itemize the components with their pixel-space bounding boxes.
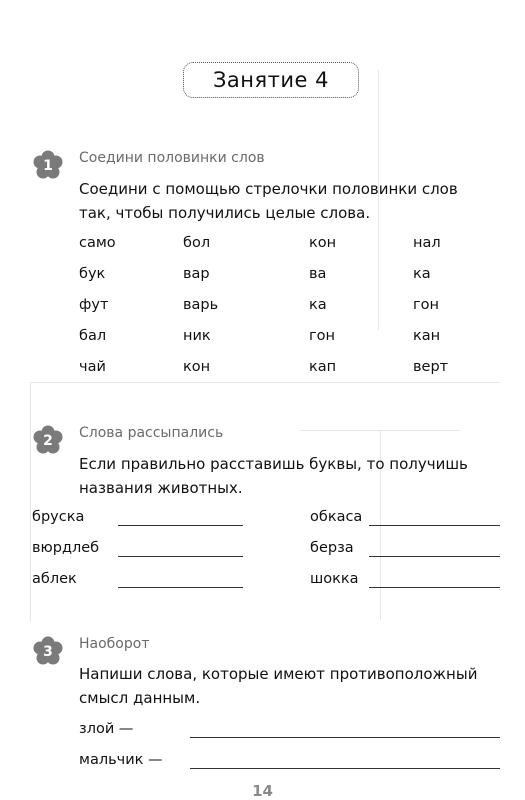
scrambled-word: аблек [32,571,77,587]
word-half: ка [413,266,431,282]
word-half: бол [183,235,211,251]
answer-line[interactable] [190,768,500,769]
section-number: 1 [43,158,53,174]
antonym-prompt: злой — [79,721,134,737]
word-half: чай [79,359,106,375]
answer-line[interactable] [369,587,500,588]
section-heading: Соедини половинки слов [79,150,265,166]
scrambled-word: бруска [32,509,85,525]
section-heading: Наоборот [79,636,150,652]
flower-number-icon [33,636,63,666]
word-half: само [79,235,116,251]
flower-number-icon [33,150,63,180]
scrambled-word: вюрдлеб [32,540,100,556]
answer-line[interactable] [118,587,243,588]
answer-line[interactable] [190,737,500,738]
answer-line[interactable] [369,556,500,557]
flower-number-icon [33,425,63,455]
section-heading: Слова рассыпались [79,425,224,441]
word-half: нал [413,235,441,251]
word-half: гон [413,297,439,313]
word-half: вар [183,266,210,282]
section-instruction: Если правильно расставишь буквы, то получишь названия животных. [79,455,468,497]
section-number: 3 [43,644,53,660]
answer-line[interactable] [118,556,243,557]
word-half: варь [183,297,219,313]
word-half: верт [413,359,449,375]
answer-line[interactable] [369,525,500,526]
section-number: 2 [43,433,53,449]
word-half: бук [79,266,106,282]
word-half: ник [183,328,211,344]
word-half: ка [309,297,327,313]
word-half: ва [309,266,327,282]
answer-line[interactable] [118,525,243,526]
word-half: бал [79,328,107,344]
word-half: кон [183,359,211,375]
scrambled-word: шокка [310,571,359,587]
section-instruction: Соедини с помощью стрелочки половинки слов так, чтобы получились целые слова. [79,180,458,222]
lesson-title: Занятие 4 [183,62,359,98]
page-number: 14 [252,782,273,800]
word-half: кан [413,328,441,344]
word-half: гон [309,328,335,344]
antonym-prompt: мальчик — [79,752,163,768]
scrambled-word: обкаса [310,509,363,525]
section-instruction: Напиши слова, которые имеют противоположный смысл данным. [79,665,478,707]
word-half: кон [309,235,337,251]
word-half: фут [79,297,109,313]
scrambled-word: берза [310,540,354,556]
word-half: кап [309,359,337,375]
